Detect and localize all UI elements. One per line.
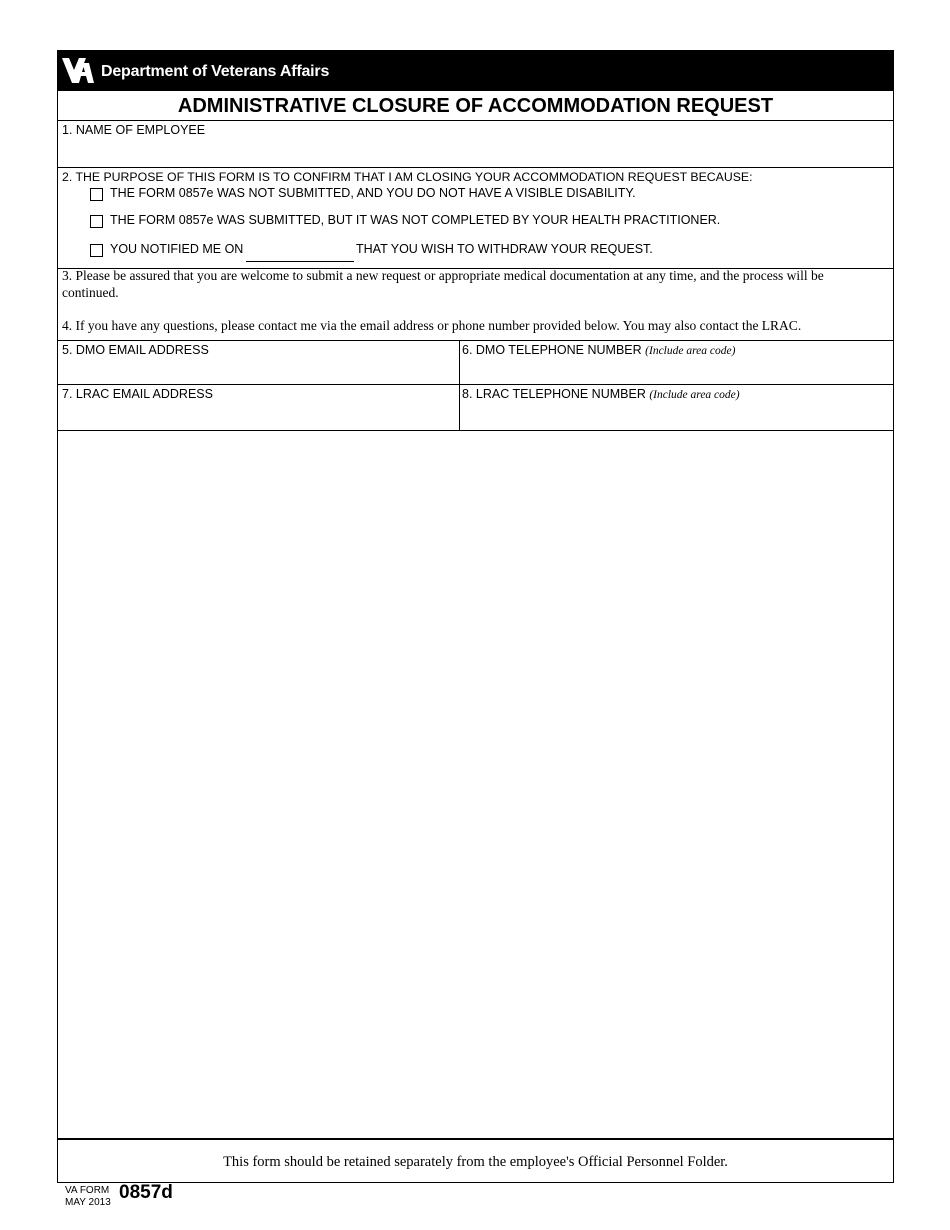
form-title: ADMINISTRATIVE CLOSURE OF ACCOMMODATION REQUEST xyxy=(58,91,893,121)
paragraph-3: 3. Please be assured that you are welcome to submit a new request or appropriate medical documentation at any time, and the process will be continued. xyxy=(62,268,824,300)
va-form xyxy=(57,50,894,1183)
employee-name-field[interactable] xyxy=(58,121,893,168)
lrac-contact-row xyxy=(58,385,893,431)
closure-reason-label: 2. THE PURPOSE OF THIS FORM IS TO CONFIRM THAT I AM CLOSING YOUR ACCOMMODATION REQUEST BECAUSE: xyxy=(62,170,753,184)
form-id: VA FORM MAY 2013 xyxy=(65,1185,111,1208)
option-withdraw-label-before: YOU NOTIFIED ME ON xyxy=(110,242,244,256)
employee-name-label: 1. NAME OF EMPLOYEE xyxy=(62,123,206,137)
withdraw-date-field[interactable] xyxy=(246,261,354,262)
option-incomplete-checkbox[interactable] xyxy=(90,215,103,228)
dmo-contact-row xyxy=(58,341,893,385)
department-name: Department of Veterans Affairs xyxy=(101,63,330,80)
va-logo-icon xyxy=(61,55,95,87)
column-divider xyxy=(459,341,460,431)
lrac-email-label: 7. LRAC EMAIL ADDRESS xyxy=(62,387,213,401)
paragraph-4: 4. If you have any questions, please contact me via the email address or phone number provided below. You may also contact the LRAC. xyxy=(62,318,802,333)
option-not-submitted-checkbox[interactable] xyxy=(90,188,103,201)
dmo-phone-label: 6. DMO TELEPHONE NUMBER (Include area code) xyxy=(462,343,736,357)
lrac-phone-label: 8. LRAC TELEPHONE NUMBER (Include area code) xyxy=(462,387,740,401)
option-withdraw-label-after: THAT YOU WISH TO WITHDRAW YOUR REQUEST. xyxy=(356,242,653,256)
footer-note: This form should be retained separately from the employee's Official Personnel Folder. xyxy=(58,1138,893,1184)
header-bar xyxy=(58,51,893,91)
dmo-email-label: 5. DMO EMAIL ADDRESS xyxy=(62,343,209,357)
closure-reason-section xyxy=(58,168,893,269)
option-withdraw-checkbox[interactable] xyxy=(90,244,103,257)
form-number: 0857d xyxy=(119,1182,173,1203)
option-not-submitted-label: THE FORM 0857e WAS NOT SUBMITTED, AND YOU DO NOT HAVE A VISIBLE DISABILITY. xyxy=(110,186,636,200)
option-incomplete-label: THE FORM 0857e WAS SUBMITTED, BUT IT WAS NOT COMPLETED BY YOUR HEALTH PRACTITIONER. xyxy=(110,213,721,227)
info-section xyxy=(58,269,893,341)
